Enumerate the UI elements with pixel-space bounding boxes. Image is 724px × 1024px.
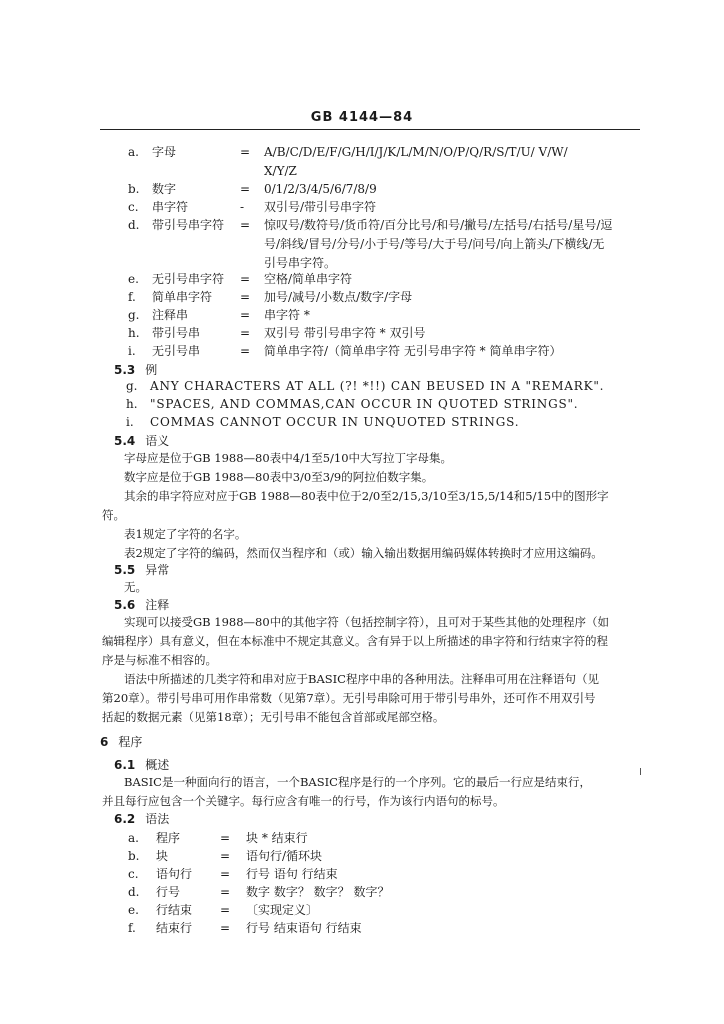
def-letter: b. xyxy=(128,182,140,196)
def-name: 程序 xyxy=(156,831,181,845)
def-eq: = xyxy=(220,903,231,917)
def-eq: = xyxy=(240,308,251,322)
def-value xyxy=(264,342,656,361)
def-row xyxy=(100,143,660,181)
def-letter: c. xyxy=(128,867,139,881)
def-letter: c. xyxy=(128,200,139,214)
def-name: 语句行 xyxy=(156,867,193,881)
example-row xyxy=(126,379,604,393)
section-title: 语法 xyxy=(145,812,170,826)
def-value: 语句行/循环块 xyxy=(246,849,323,863)
header-rule xyxy=(100,129,640,130)
def-value-line: 加号/减号/小数点/数字/字母 xyxy=(264,290,413,304)
def-eq: - xyxy=(240,200,245,214)
section-number: 5.3 xyxy=(114,363,136,377)
def-value-line: 号/斜线/冒号/分号/小于号/等号/大于号/问号/向上箭头/下横线/无 xyxy=(264,237,605,251)
paragraph-line: 编辑程序）具有意义，但在本标准中不规定其意义。含有异于以上所描述的串字符和行结束字符的程 xyxy=(102,634,608,648)
def-value-line: 双引号/带引号串字符 xyxy=(264,200,377,214)
paragraph-line: 第20章）。带引号串可用作串常数（见第7章）。无引号串除可用于带引号串外，还可作不用双引号 xyxy=(102,691,596,705)
def-letter: e. xyxy=(128,903,139,917)
def-name: 行结束 xyxy=(156,903,193,917)
def-name: 数字 xyxy=(152,182,177,196)
section-title: 概述 xyxy=(145,758,170,772)
def-letter: d. xyxy=(128,885,140,899)
section-title: 异常 xyxy=(145,563,170,577)
section-title: 例 xyxy=(145,363,158,377)
def-value-line: 简单串字符/（简单串字符 无引号串字符 * 简单串字符） xyxy=(264,344,562,358)
def-value: 行号 语句 行结束 xyxy=(246,867,338,881)
def-letter: a. xyxy=(128,145,139,159)
example-text: "SPACES, AND COMMAS,CAN OCCUR IN QUOTED STRINGS". xyxy=(150,397,579,411)
def-name: 无引号串 xyxy=(152,344,201,358)
section-heading xyxy=(114,756,169,773)
paragraph-line: 字母应是位于GB 1988—80表中4/1至5/10中大写拉丁字母集。 xyxy=(124,451,453,465)
def-eq: = xyxy=(240,182,251,196)
def-value xyxy=(264,288,656,307)
section-number: 6.1 xyxy=(114,758,136,772)
def-name: 无引号串字符 xyxy=(152,272,225,286)
def-name: 结束行 xyxy=(156,921,193,935)
def-value-line: 引号串字符。 xyxy=(264,256,337,270)
example-row xyxy=(126,397,578,411)
def-eq: = xyxy=(240,218,251,232)
def-value xyxy=(264,306,656,325)
section-number: 5.4 xyxy=(114,434,136,448)
paragraph-line: 无。 xyxy=(124,580,147,594)
def-name: 串字符 xyxy=(152,200,189,214)
def-value: 〔实现定义〕 xyxy=(246,903,319,917)
example-text: ANY CHARACTERS AT ALL (?! *!!) CAN BEUSED IN A "REMARK". xyxy=(150,379,605,393)
def-value xyxy=(264,270,656,289)
section-heading xyxy=(100,733,142,750)
def-name: 块 xyxy=(156,849,169,863)
def-eq: = xyxy=(240,145,251,159)
def-value: 数字 数字？ 数字？ 数字？ xyxy=(246,885,390,899)
def-letter: f. xyxy=(128,290,136,304)
def-value-line: X/Y/Z xyxy=(264,164,297,178)
page-header: GB 4144—84 xyxy=(310,110,414,125)
section-number: 6 xyxy=(100,735,109,749)
section-number: 6.2 xyxy=(114,812,136,826)
example-text: COMMAS CANNOT OCCUR IN UNQUOTED STRINGS. xyxy=(150,415,520,429)
def-letter: f. xyxy=(128,921,136,935)
def-name: 字母 xyxy=(152,145,177,159)
def-letter: b. xyxy=(128,849,140,863)
def-value-line: 空格/简单串字符 xyxy=(264,272,353,286)
def-value-line: A/B/C/D/E/F/G/H/I/J/K/L/M/N/O/P/Q/R/S/T/U/ V/W/ xyxy=(264,145,568,159)
def-letter: e. xyxy=(128,272,139,286)
def-value-line: 0/1/2/3/4/5/6/7/8/9 xyxy=(264,182,377,196)
def-letter: a. xyxy=(128,831,139,845)
scan-mark xyxy=(640,768,641,775)
paragraph-line: 其余的串字符应对应于GB 1988—80表中位于2/0至2/15,3/10至3/15,5/14和5/15中的图形字 xyxy=(124,489,609,503)
def-eq: = xyxy=(220,831,231,845)
def-name: 行号 xyxy=(156,885,181,899)
def-value-line: 惊叹号/数符号/货币符/百分比号/和号/撇号/左括号/右括号/星号/逗 xyxy=(264,218,613,232)
def-value-line: 双引号 带引号串字符 * 双引号 xyxy=(264,326,426,340)
def-eq: = xyxy=(240,272,251,286)
def-value: 块 * 结束行 xyxy=(246,831,308,845)
example-letter: g. xyxy=(126,379,138,393)
example-letter: i. xyxy=(126,415,134,429)
section-heading xyxy=(114,432,169,449)
def-value xyxy=(264,216,656,273)
def-name: 注释串 xyxy=(152,308,189,322)
paragraph-line: 数字应是位于GB 1988—80表中3/0至3/9的阿拉伯数字集。 xyxy=(124,470,434,484)
def-name: 带引号串 xyxy=(152,326,201,340)
def-value xyxy=(264,180,656,199)
def-eq: = xyxy=(240,344,251,358)
section-number: 5.5 xyxy=(114,563,136,577)
def-value-line: 串字符 * xyxy=(264,308,310,322)
def-eq: = xyxy=(220,921,231,935)
paragraph-line: 括起的数据元素（见第18章）；无引号串不能包含首部或尾部空格。 xyxy=(102,710,445,724)
def-letter: i. xyxy=(128,344,136,358)
def-value xyxy=(264,143,656,181)
def-value: 行号 结束语句 行结束 xyxy=(246,921,362,935)
def-eq: = xyxy=(220,849,231,863)
def-letter: g. xyxy=(128,308,140,322)
paragraph-line: 符。 xyxy=(102,508,125,522)
def-value xyxy=(264,198,656,217)
def-name: 带引号串字符 xyxy=(152,218,225,232)
paragraph-line: 并且每行应包含一个关键字。每行应含有唯一的行号，作为该行内语句的标号。 xyxy=(102,794,505,808)
section-title: 语义 xyxy=(145,434,170,448)
def-name: 简单串字符 xyxy=(152,290,213,304)
def-eq: = xyxy=(240,290,251,304)
paragraph-line: 序是与标准不相容的。 xyxy=(102,653,217,667)
example-row xyxy=(126,415,519,429)
paragraph-line: 表2规定了字符的编码，然而仅当程序和（或）输入输出数据用编码媒体转换时才应用这编码。 xyxy=(124,546,603,560)
section-heading xyxy=(114,561,169,578)
def-eq: = xyxy=(220,885,231,899)
def-value xyxy=(264,324,656,343)
def-letter: d. xyxy=(128,218,140,232)
section-title: 程序 xyxy=(118,735,143,749)
paragraph-line: 语法中所描述的几类字符和串对应于BASIC程序中串的各种用法。注释串可用在注释语句（见 xyxy=(124,672,599,686)
paragraph-line: 实现可以接受GB 1988—80中的其他字符（包括控制字符），且可对于某些其他的处理程序（如 xyxy=(124,615,609,629)
section-heading xyxy=(114,361,157,378)
paragraph-line: 表1规定了字符的名字。 xyxy=(124,527,247,541)
def-letter: h. xyxy=(128,326,140,340)
def-eq: = xyxy=(220,867,231,881)
section-number: 5.6 xyxy=(114,598,136,612)
section-title: 注释 xyxy=(145,598,170,612)
paragraph-line: BASIC是一种面向行的语言，一个BASIC程序是行的一个序列。它的最后一行应是结束行， xyxy=(124,775,591,789)
def-eq: = xyxy=(240,326,251,340)
section-heading xyxy=(114,810,169,827)
example-letter: h. xyxy=(126,397,138,411)
section-heading xyxy=(114,596,169,613)
